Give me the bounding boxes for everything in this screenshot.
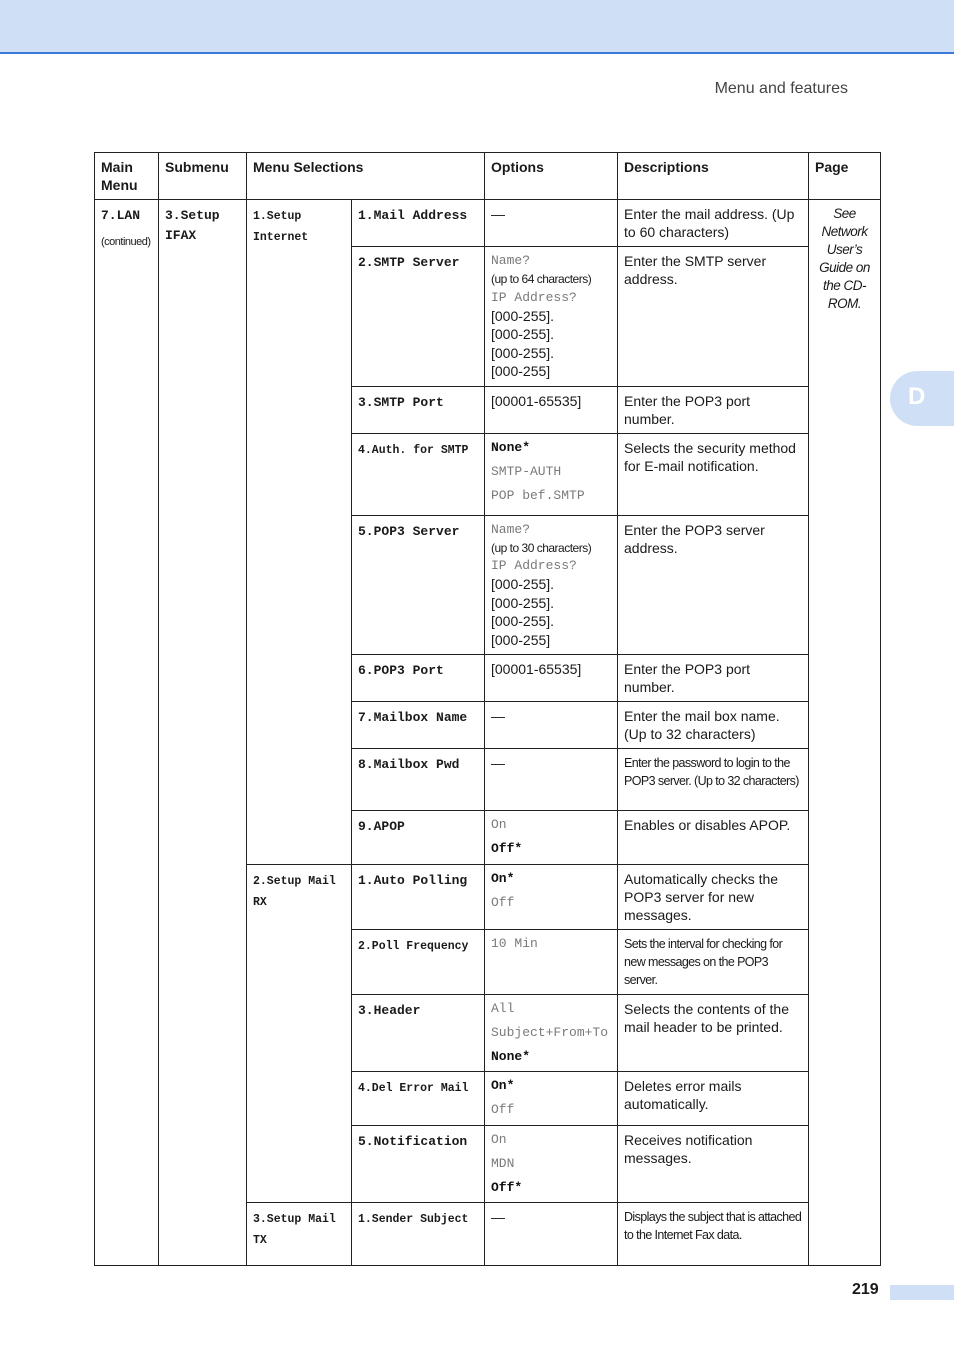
top-header-band (0, 0, 954, 54)
table-row (95, 200, 881, 247)
option-value: — (491, 206, 505, 222)
menu-item-label: 1.Auto Polling (358, 873, 468, 888)
header-menu-selections: Menu Selections (247, 153, 485, 200)
option-value: [000-255] (491, 631, 551, 648)
option-value: Name? (491, 521, 531, 537)
menu-item-label: 9.APOP (358, 819, 405, 834)
menu-item-cell (352, 930, 485, 995)
options-cell (485, 702, 618, 749)
menu-item-cell (352, 433, 485, 515)
option-value: [000-255] (491, 363, 551, 379)
menu-item-label: 1.Sender Subject (358, 1213, 469, 1226)
menu-selection-label: 1.Setup Internet (253, 210, 309, 244)
option-value: [000-255]. (491, 613, 555, 629)
description-cell: Enter the mail box name. (Up to 32 characters) (618, 702, 809, 749)
option-value: — (491, 755, 505, 771)
page-reference-cell: See Network User’s Guide on the CD-ROM. (809, 200, 881, 1266)
header-main-menu: Main Menu (95, 153, 159, 200)
menu-selection-cell (247, 1203, 352, 1266)
menu-selection-label: 2.Setup Mail RX (253, 875, 336, 909)
option-value: POP bef.SMTP (491, 487, 585, 503)
menu-item-cell (352, 995, 485, 1072)
description-cell: Receives notification messages. (618, 1126, 809, 1203)
options-cell (485, 247, 618, 387)
menu-item-label: 5.Notification (358, 1134, 468, 1149)
table-header-row (95, 153, 881, 200)
menu-item-cell (352, 200, 485, 247)
option-value: (up to 30 characters) (491, 540, 592, 555)
header-page: Page (809, 153, 881, 200)
continued-note: (continued) (101, 236, 151, 248)
options-cell (485, 930, 618, 995)
menu-item-label: 2.SMTP Server (358, 255, 460, 270)
menu-item-cell (352, 749, 485, 811)
menu-selection-label: 3.Setup Mail TX (253, 1213, 336, 1247)
menu-item-cell (352, 702, 485, 749)
option-value: Off (491, 895, 515, 910)
description-cell: Enter the POP3 port number. (618, 655, 809, 702)
option-value: [00001-65535] (491, 661, 582, 677)
option-value: Subject+From+To (491, 1025, 609, 1040)
option-value: All (491, 1001, 515, 1016)
header-options: Options (485, 153, 618, 200)
description-cell: Displays the subject that is attached to the Internet Fax data. (618, 1203, 809, 1266)
side-tab-letter: D (908, 383, 926, 410)
option-value: On* (491, 1078, 515, 1093)
menu-item-cell (352, 811, 485, 865)
options-cell (485, 1126, 618, 1203)
option-value: 10 Min (491, 936, 538, 951)
option-value: Off* (491, 1180, 523, 1195)
menu-item-cell (352, 386, 485, 433)
menu-selection-cell (247, 200, 352, 865)
appendix-side-tab (890, 371, 954, 426)
options-cell (485, 1072, 618, 1126)
option-value: Off (491, 1102, 515, 1117)
menu-item-label: 5.POP3 Server (358, 523, 460, 539)
description-cell: Enables or disables APOP. (618, 811, 809, 865)
option-value: — (491, 708, 505, 724)
option-value: [000-255]. (491, 594, 555, 611)
main-menu-label: 7.LAN (101, 208, 141, 223)
menu-item-label: 8.Mailbox Pwd (358, 757, 460, 772)
options-cell (485, 386, 618, 433)
menu-item-label: 3.Header (358, 1003, 421, 1018)
description-cell: Enter the password to login to the POP3 server. (Up to 32 characters) (618, 749, 809, 811)
option-value: IP Address? (491, 289, 577, 305)
menu-item-cell (352, 865, 485, 930)
menu-item-label: 3.SMTP Port (358, 394, 444, 410)
menu-item-label: 2.Poll Frequency (358, 940, 469, 953)
option-value: [000-255]. (491, 326, 555, 342)
menu-item-label: 6.POP3 Port (358, 663, 444, 678)
options-cell (485, 433, 618, 515)
option-value: Name? (491, 253, 531, 268)
option-value: On (491, 817, 507, 832)
page-number-bar (890, 1285, 954, 1300)
menu-selection-cell (247, 865, 352, 1203)
option-value: MDN (491, 1156, 515, 1171)
description-cell: Sets the interval for checking for new messages on the POP3 server. (618, 930, 809, 995)
options-cell (485, 811, 618, 865)
option-value: On* (491, 871, 515, 886)
description-cell: Selects the security method for E-mail notification. (618, 433, 809, 515)
description-cell: Deletes error mails automatically. (618, 1072, 809, 1126)
menu-item-label: 7.Mailbox Name (358, 710, 468, 725)
description-cell: Selects the contents of the mail header to be printed. (618, 995, 809, 1072)
options-cell (485, 995, 618, 1072)
section-title: Menu and features (714, 80, 848, 97)
option-value: [00001-65535] (491, 392, 582, 409)
option-value: None* (491, 1049, 531, 1064)
options-cell (485, 655, 618, 702)
menu-item-label: 4.Del Error Mail (358, 1082, 469, 1095)
page-number: 219 (852, 1281, 879, 1298)
option-value: [000-255]. (491, 307, 555, 324)
menu-item-cell (352, 655, 485, 702)
option-value: IP Address? (491, 558, 577, 573)
submenu-cell (159, 200, 247, 1266)
option-value: On (491, 1132, 507, 1147)
option-value: Off* (491, 841, 523, 856)
options-cell (485, 200, 618, 247)
description-cell: Enter the SMTP server address. (618, 247, 809, 387)
option-value: [000-255]. (491, 344, 555, 361)
menu-item-label: 4.Auth. for SMTP (358, 443, 469, 457)
menu-item-label: 1.Mail Address (358, 208, 468, 223)
option-value: — (491, 1209, 505, 1225)
description-cell: Enter the mail address. (Up to 60 characters) (618, 200, 809, 247)
options-cell (485, 865, 618, 930)
menu-item-cell (352, 247, 485, 387)
table-body (95, 200, 881, 1266)
option-value: [000-255]. (491, 576, 555, 592)
option-value: None* (491, 439, 531, 455)
option-value: SMTP-AUTH (491, 463, 562, 479)
menu-features-table (94, 152, 881, 1266)
header-submenu: Submenu (159, 153, 247, 200)
submenu-label: 3.Setup IFAX (165, 208, 220, 243)
description-cell: Enter the POP3 port number. (618, 386, 809, 433)
menu-item-cell (352, 1203, 485, 1266)
menu-item-cell (352, 1072, 485, 1126)
option-value: (up to 64 characters) (491, 272, 592, 286)
menu-item-cell (352, 515, 485, 655)
main-menu-cell (95, 200, 159, 1266)
menu-item-cell (352, 1126, 485, 1203)
description-cell: Automatically checks the POP3 server for new messages. (618, 865, 809, 930)
options-cell (485, 515, 618, 655)
options-cell (485, 749, 618, 811)
header-descriptions: Descriptions (618, 153, 809, 200)
options-cell (485, 1203, 618, 1266)
description-cell: Enter the POP3 server address. (618, 515, 809, 655)
